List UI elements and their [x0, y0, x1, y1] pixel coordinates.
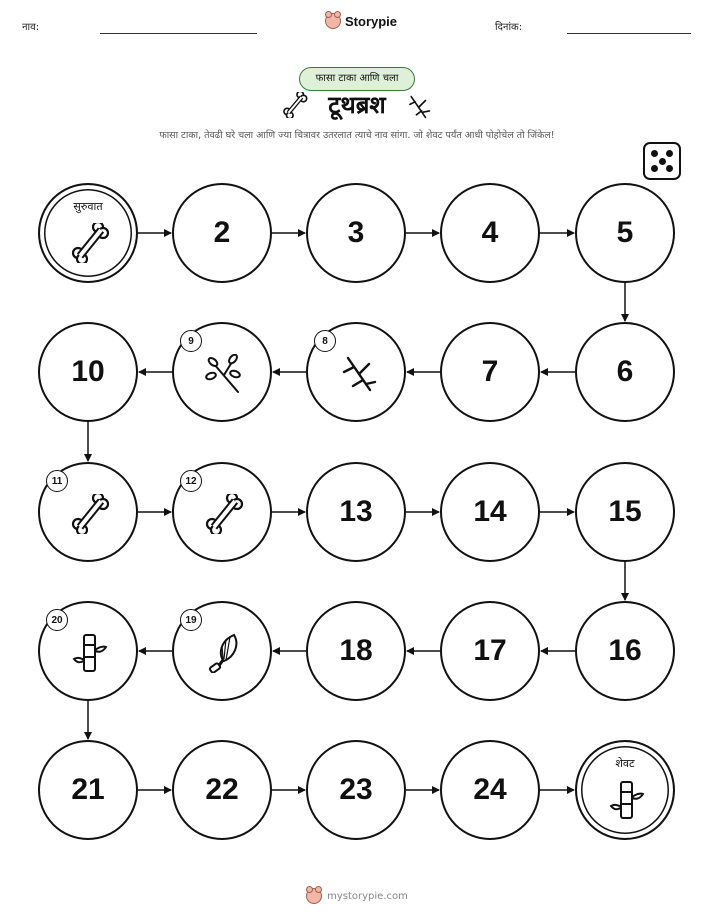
board-cell-9 [172, 322, 272, 422]
cell-label: सुरुवात [73, 200, 103, 213]
bone-icon [70, 223, 110, 263]
board-cell-4 [440, 183, 540, 283]
board-cell-19 [172, 601, 272, 701]
cell-number-badge: 11 [46, 470, 68, 492]
cell-number: 4 [481, 216, 499, 249]
cell-number-badge: 8 [314, 330, 336, 352]
brand-name: Storypie [345, 13, 398, 29]
board-cell-14 [440, 462, 540, 562]
board-cell-2 [172, 183, 272, 283]
cell-number: 5 [616, 216, 634, 249]
board-cell-10 [38, 322, 138, 422]
board-cell-18 [306, 601, 406, 701]
bone-icon [70, 494, 110, 534]
page-title: टूथब्रश [328, 91, 386, 119]
footer-url[interactable]: mystorypie.com [327, 890, 408, 902]
footer [0, 888, 714, 904]
cell-number-badge: 19 [180, 609, 202, 631]
cell-number: 7 [481, 355, 499, 388]
game-type-pill: फासा टाका आणि चला [299, 67, 415, 91]
bamboo-icon [70, 633, 110, 673]
board-cell-23 [306, 740, 406, 840]
board-cell-20 [38, 601, 138, 701]
finish-cell [575, 740, 675, 840]
cell-number: 6 [616, 355, 634, 388]
cell-number-badge: 9 [180, 330, 202, 352]
cell-number: 24 [473, 773, 507, 806]
twig-icon [338, 354, 378, 394]
cell-number: 13 [339, 495, 373, 528]
bamboo-icon [607, 780, 647, 820]
brush-head-icon [204, 633, 244, 673]
board-cell-22 [172, 740, 272, 840]
board-cell-16 [575, 601, 675, 701]
name-label: नाव: [22, 22, 40, 33]
date-label: दिनांक: [495, 22, 523, 33]
instructions-text: फासा टाका, तेवढी घरे चला आणि ज्या चित्रावर उतरलात त्याचे नाव सांगा. जो शेवट पर्यंत आधी पोहोचेल तो जिंकेल! [159, 130, 555, 141]
board-cell-24 [440, 740, 540, 840]
cell-number: 2 [213, 216, 231, 249]
cell-number: 17 [473, 634, 507, 667]
board-cell-21 [38, 740, 138, 840]
cell-number: 3 [347, 216, 365, 249]
board-cell-3 [306, 183, 406, 283]
board-cell-5 [575, 183, 675, 283]
cell-number: 23 [339, 773, 373, 806]
board-cell-12 [172, 462, 272, 562]
board-cell-17 [440, 601, 540, 701]
cell-number: 14 [473, 495, 507, 528]
leaf-twig-icon [204, 354, 244, 394]
cell-number-badge: 12 [180, 470, 202, 492]
cell-number: 18 [339, 634, 373, 667]
board-cell-13 [306, 462, 406, 562]
cell-label: शेवट [615, 757, 635, 770]
board-cell-15 [575, 462, 675, 562]
cell-number: 22 [205, 773, 239, 806]
bear-logo-icon [306, 888, 322, 904]
cell-number: 21 [71, 773, 105, 806]
board-cell-7 [440, 322, 540, 422]
board-cell-6 [575, 322, 675, 422]
cell-number-badge: 20 [46, 609, 68, 631]
cell-number: 16 [608, 634, 642, 667]
start-cell [38, 183, 138, 283]
cell-number: 10 [71, 355, 105, 388]
bone-icon [204, 494, 244, 534]
board-cell-8 [306, 322, 406, 422]
cell-number: 15 [608, 495, 642, 528]
board-cell-11 [38, 462, 138, 562]
